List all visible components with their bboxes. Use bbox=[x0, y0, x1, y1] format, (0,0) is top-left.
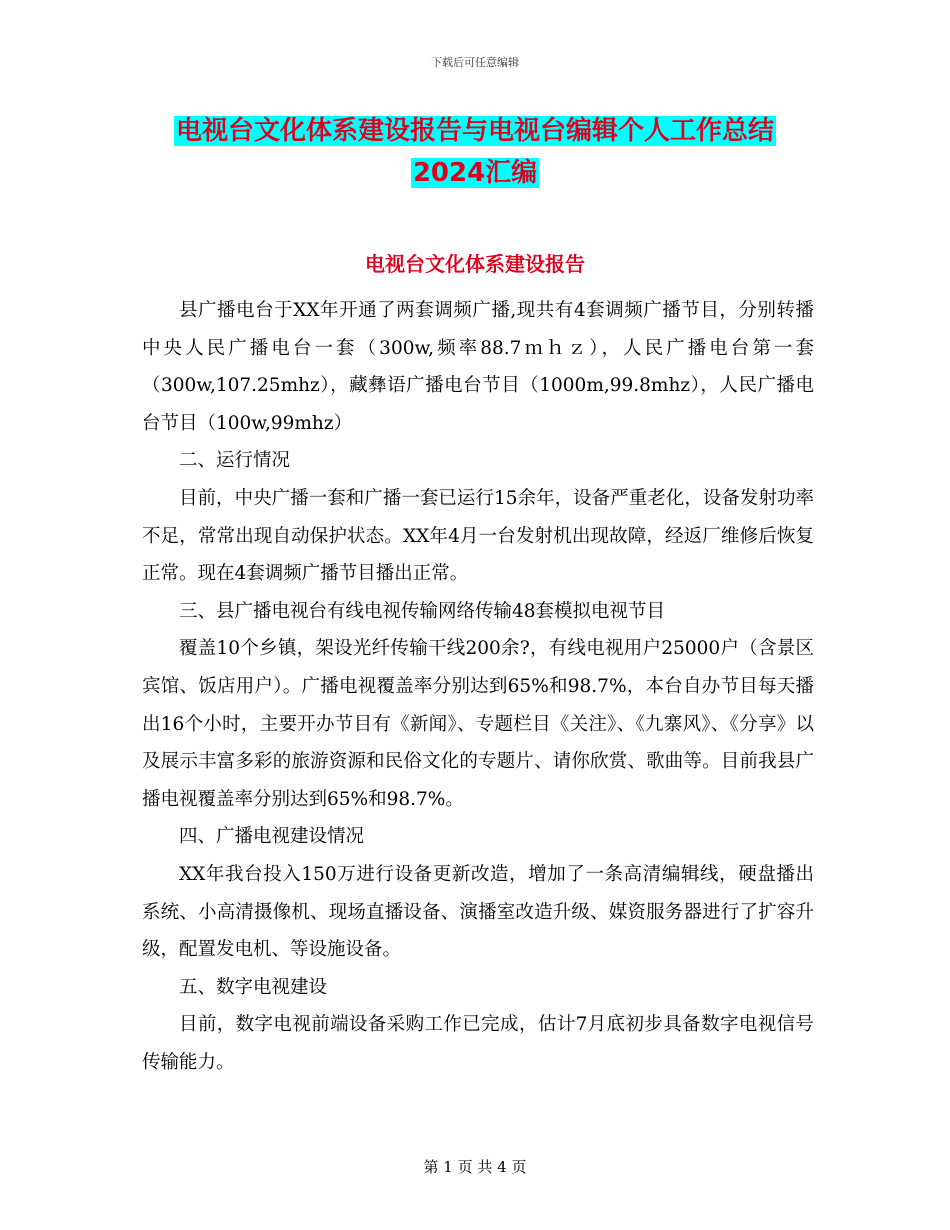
paragraph: 目前，中央广播一套和广播一套已运行15余年，设备严重老化，设备发射功率不足，常常出现自动保护状态。XX年4月一台发射机出现故障，经返厂维修后恢复正常。现在4套调频广播节目播出正常。 bbox=[142, 487, 814, 585]
header-note: 下载后可任意编辑 bbox=[431, 56, 519, 69]
paragraph: 覆盖10个乡镇，架设光纤传输干线200余?，有线电视用户25000户（含景区宾馆、饭店用户）。广播电视覆盖率分别达到65%和98.7%，本台自办节目每天播出16个小时，主要开办节目有《新闻》、专题栏目《关注》、《九寨风》、《分享》以及展示丰富多彩的旅游资源和民俗文化的专题片、请你欣赏、歌曲等。目前我县广播电视覆盖率分别达到65%和98.7%。 bbox=[142, 638, 814, 810]
paragraph: 五、数字电视建设 bbox=[179, 976, 328, 998]
paragraph: 二、运行情况 bbox=[179, 450, 291, 472]
document-title bbox=[140, 110, 810, 194]
title-line-2: 2024汇编 bbox=[412, 158, 538, 188]
title-line-1: 电视台文化体系建设报告与电视台编辑个人工作总结 bbox=[175, 116, 774, 146]
paragraph: 县广播电台于XX年开通了两套调频广播,现共有4套调频广播节目，分别转播中央人民广播电台一套（300w,频率88.7ｍｈｚ），人民广播电台第一套（300w,107.25mhz），藏彝语广播电台节目（1000m,99.8mhz），人民广播电台节目（100w,99mhz） bbox=[142, 300, 814, 434]
paragraph: 三、县广播电视台有线电视传输网络传输48套模拟电视节目 bbox=[179, 600, 666, 622]
page-footer: 第 1 页 共 4 页 bbox=[423, 1158, 527, 1176]
section-title: 电视台文化体系建设报告 bbox=[365, 252, 585, 276]
paragraph: 四、广播电视建设情况 bbox=[179, 826, 365, 848]
document-body bbox=[142, 292, 814, 1081]
paragraph: XX年我台投入150万进行设备更新改造，增加了一条高清编辑线，硬盘播出系统、小高清摄像机、现场直播设备、演播室改造升级、媒资服务器进行了扩容升级，配置发电机、等设施设备。 bbox=[142, 863, 814, 961]
paragraph: 目前，数字电视前端设备采购工作已完成，估计7月底初步具备数字电视信号传输能力。 bbox=[142, 1014, 814, 1073]
